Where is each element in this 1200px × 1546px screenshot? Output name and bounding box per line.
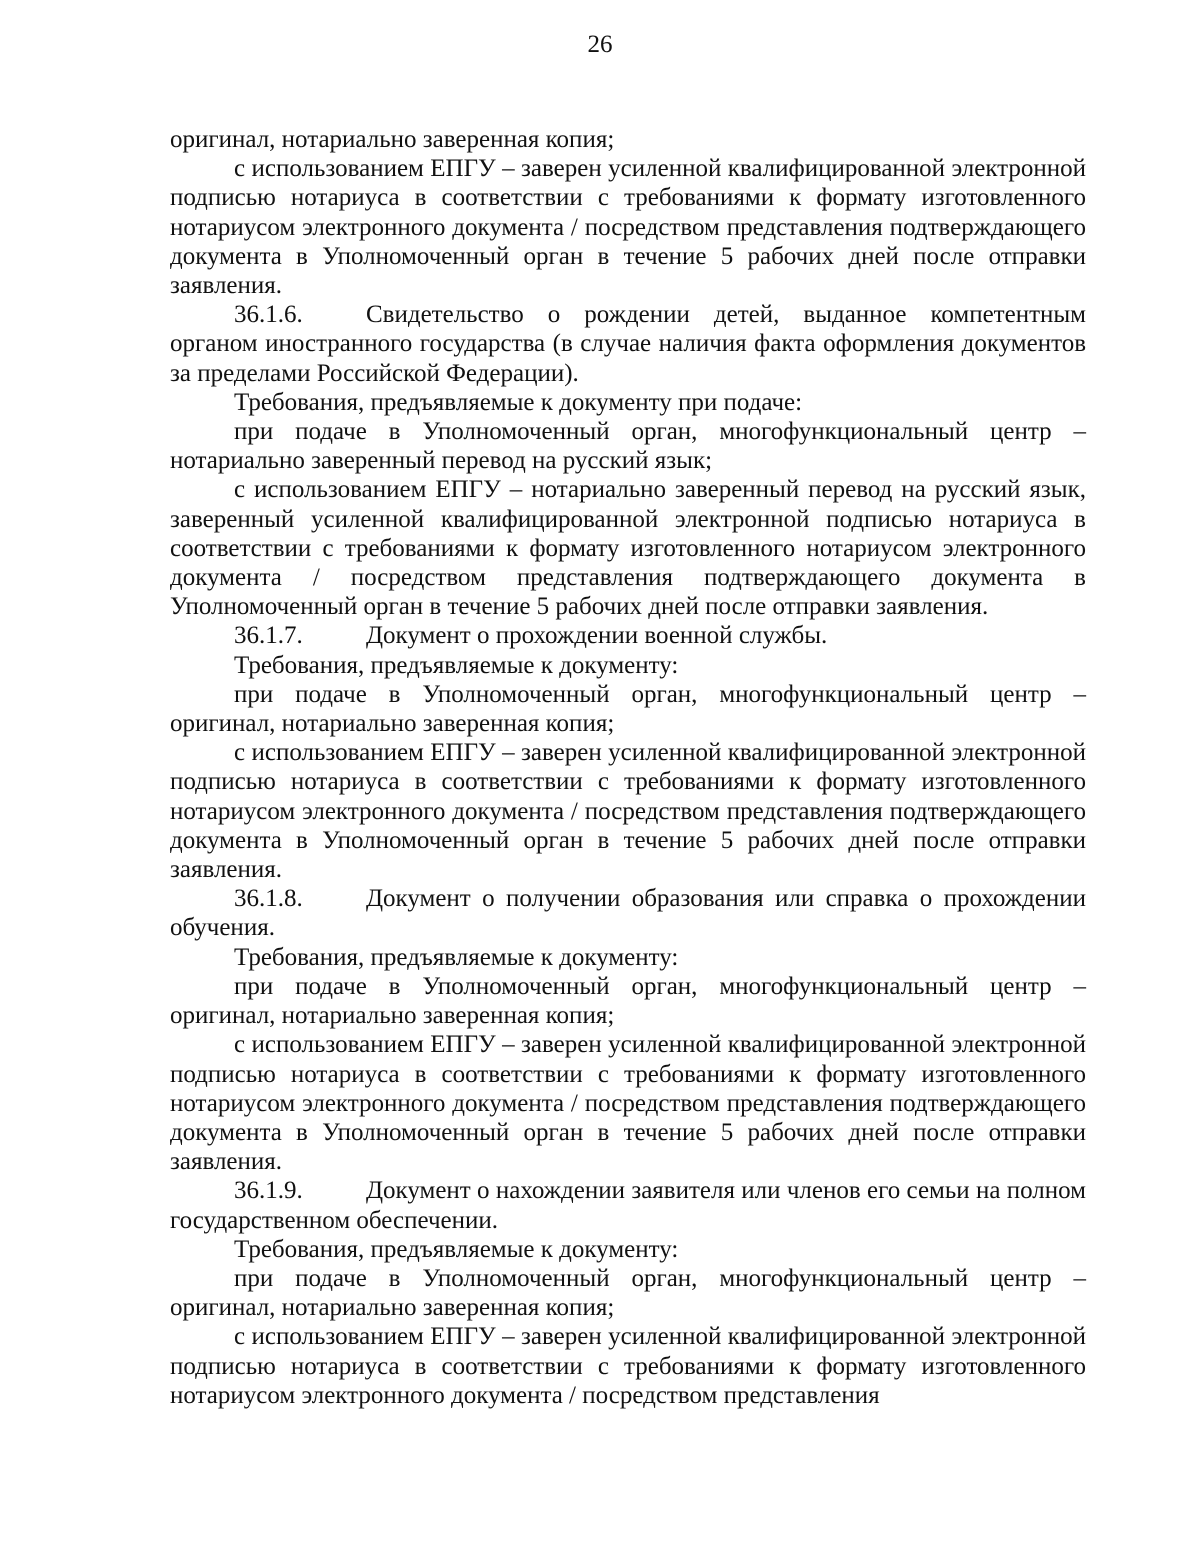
paragraph: при подаче в Уполномоченный орган, многофункциональный центр – оригинал, нотариально заверенная копия;	[170, 972, 1086, 1030]
numbered-clause	[170, 621, 1086, 650]
paragraph: при подаче в Уполномоченный орган, многофункциональный центр – оригинал, нотариально заверенная копия;	[170, 680, 1086, 738]
page-number: 26	[587, 31, 613, 58]
clause-text: Документ о прохождении военной службы.	[366, 622, 828, 650]
paragraph: с использованием ЕПГУ – заверен усиленной квалифицированной электронной подписью нотариуса в соответствии с требованиями к формату изготовленного нотариусом электронного документа / посредством представления подтверждающего документа в Уполномоченный орган в течение 5 рабочих дней после отправки заявления.	[170, 739, 1086, 884]
numbered-clause	[170, 300, 1086, 388]
paragraph: с использованием ЕПГУ – заверен усиленной квалифицированной электронной подписью нотариуса в соответствии с требованиями к формату изготовленного нотариусом электронного документа / посредством представления подтверждающего документа в Уполномоченный орган в течение 5 рабочих дней после отправки заявления.	[170, 1031, 1086, 1176]
clause-text: Документ о нахождении заявителя или членов его семьи на полном государственном обеспечении.	[170, 1177, 1086, 1234]
numbered-clause	[170, 1176, 1086, 1234]
paragraph: с использованием ЕПГУ – нотариально заверенный перевод на русский язык, заверенный усиленной квалифицированной электронной подписью нотариуса в соответствии с требованиями к формату изготовленного нотариусом электронного документа / посредством представления подтверждающего документа в Уполномоченный орган в течение 5 рабочих дней после отправки заявления.	[170, 476, 1086, 621]
paragraph: при подаче в Уполномоченный орган, многофункциональный центр – оригинал, нотариально заверенная копия;	[170, 1264, 1086, 1322]
paragraph: оригинал, нотариально заверенная копия;	[170, 126, 615, 153]
paragraph: Требования, предъявляемые к документу:	[234, 943, 679, 971]
paragraph: с использованием ЕПГУ – заверен усиленной квалифицированной электронной подписью нотариуса в соответствии с требованиями к формату изготовленного нотариусом электронного документа / посредством представления	[170, 1323, 1086, 1409]
clause-text: Документ о получении образования или справка о прохождении обучения.	[170, 885, 1086, 942]
clause-number: 36.1.7.	[234, 622, 303, 650]
document-body	[170, 125, 1086, 1410]
paragraph: с использованием ЕПГУ – заверен усиленной квалифицированной электронной подписью нотариуса в соответствии с требованиями к формату изготовленного нотариусом электронного документа / посредством представления подтверждающего документа в Уполномоченный орган в течение 5 рабочих дней после отправки заявления.	[170, 155, 1086, 300]
paragraph: при подаче в Уполномоченный орган, многофункциональный центр – нотариально заверенный перевод на русский язык;	[170, 418, 1086, 475]
clause-text: Свидетельство о рождении детей, выданное компетентным органом иностранного государства (в случае наличия факта оформления документов за пределами Российской Федерации).	[170, 301, 1086, 387]
clause-number: 36.1.6.	[234, 301, 303, 329]
clause-number: 36.1.8.	[234, 885, 303, 913]
paragraph: Требования, предъявляемые к документу:	[234, 651, 679, 679]
numbered-clause	[170, 884, 1086, 942]
paragraph: Требования, предъявляемые к документу:	[234, 1235, 679, 1263]
clause-number: 36.1.9.	[234, 1177, 303, 1205]
paragraph: Требования, предъявляемые к документу при подаче:	[234, 388, 803, 416]
